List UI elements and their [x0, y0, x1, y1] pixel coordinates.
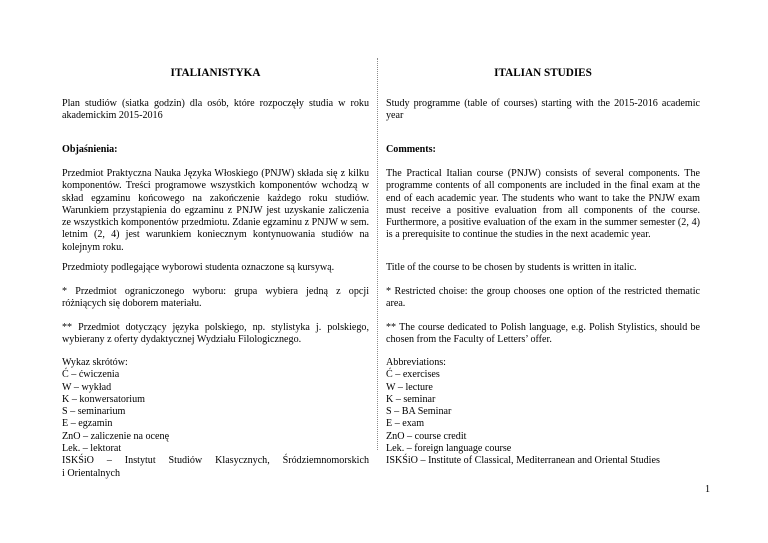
column-divider: [377, 58, 378, 450]
abbreviation-item: K – seminar: [386, 393, 436, 405]
abbreviations-heading: Wykaz skrótów:: [62, 357, 128, 368]
polish-language-note: ** Przedmiot dotyczący języka polskiego, np. stylistyka j. polskiego, wybierany z oferty dydaktycznej Wydziału Filologicznego.: [62, 322, 369, 346]
abbreviation-item: Ć – ćwiczenia: [62, 369, 120, 381]
english-language-note: ** The course dedicated to Polish language, e.g. Polish Stylistics, should be chosen from the Faculty of Letters’ offer.: [386, 322, 700, 346]
abbreviation-item: W – lecture: [386, 381, 433, 393]
abbreviation-item: ISKŚiO – Institute of Classical, Mediterranean and Oriental Studies: [386, 455, 660, 467]
english-title: ITALIAN STUDIES: [494, 67, 592, 79]
abbreviation-item: W – wykład: [62, 381, 112, 393]
english-abbreviations-list: [386, 357, 700, 468]
polish-explanation-text: Przedmiot Praktyczna Nauka Języka Włoskiego (PNJW) składa się z kilku komponentów. Treści programowe wszystkich komponentów wchodzą w skład egzaminu końcowego na zakończenie każdego roku studiów. Warunkiem przystąpienia do egzaminu z PNJW jest uzyskanie zaliczenia ze wszystkich komponentów przedmiotu. Zdanie egzaminu z PNJW w sem. letnim (2, 4) jest warunkiem koniecznym kontynuowania studiów na kolejnym roku.: [62, 168, 369, 253]
abbreviation-item: K – konwersatorium: [62, 393, 145, 405]
polish-abbreviations-list: [62, 357, 369, 480]
english-restricted-note: * Restricted choise: the group chooses one option of the restricted thematic area.: [386, 286, 700, 310]
english-comments-heading: Comments:: [386, 144, 436, 155]
abbreviation-item: S – BA Seminar: [386, 406, 452, 418]
abbreviations-heading: Abbreviations:: [386, 357, 446, 368]
abbreviation-item-continuation: i Orientalnych: [62, 467, 121, 479]
abbreviation-item: Lek. – foreign language course: [386, 443, 512, 455]
english-comment-text: The Practical Italian course (PNJW) consists of several components. The programme contents of all components are included in the final exam at the end of each academic year. The students who want to take the PNJW exam must receive a positive evaluation from all components of the course. Furthermore, a positive evaluation of the exam in the summer semester (2, 4) is a prerequisite to continue the studies in the next academic year.: [386, 168, 700, 241]
polish-elective-note: Przedmioty podlegające wyborowi studenta oznaczone są kursywą.: [62, 262, 335, 273]
polish-explanations-heading: Objaśnienia:: [62, 144, 118, 155]
polish-title: ITALIANISTYKA: [170, 67, 261, 79]
polish-intro: Plan studiów (siatka godzin) dla osób, które rozpoczęły studia w roku akademickim 2015-2016: [62, 98, 369, 122]
abbreviation-item: ZnO – zaliczenie na ocenę: [62, 430, 170, 442]
abbreviation-item: Ć – exercises: [386, 369, 440, 381]
english-intro: Study programme (table of courses) starting with the 2015-2016 academic year: [386, 98, 700, 122]
polish-restricted-note: * Przedmiot ograniczonego wyboru: grupa wybiera jedną z opcji różniących się doborem materiału.: [62, 286, 369, 310]
abbreviation-item: Lek. – lektorat: [62, 443, 122, 455]
abbreviation-item: ZnO – course credit: [386, 430, 467, 442]
abbreviation-item: S – seminarium: [62, 406, 126, 418]
page-number: 1: [704, 484, 710, 495]
abbreviation-item: ISKŚiO – Instytut Studiów Klasycznych, Śródziemnomorskich: [62, 455, 369, 467]
english-elective-note: Title of the course to be chosen by students is written in italic.: [386, 262, 637, 273]
abbreviation-item: E – egzamin: [62, 418, 113, 430]
abbreviation-item: E – exam: [386, 418, 425, 430]
